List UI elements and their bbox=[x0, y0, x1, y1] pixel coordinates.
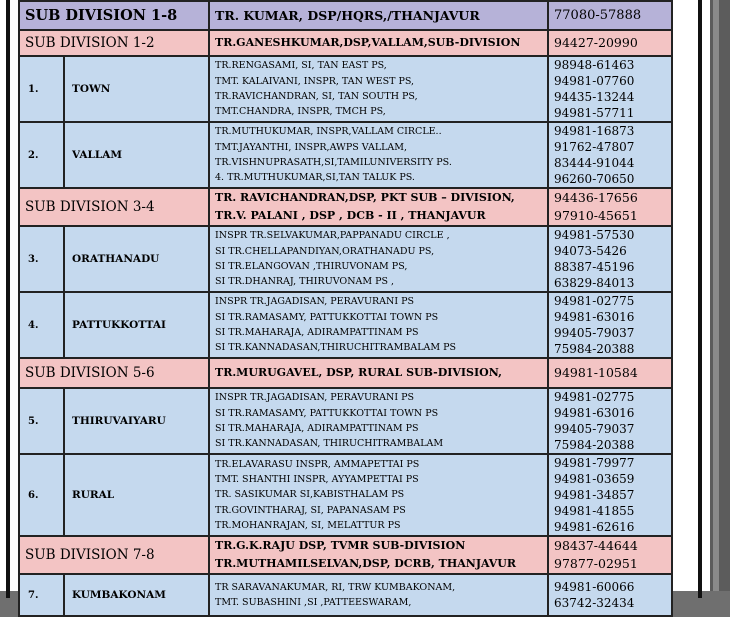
station-personnel bbox=[209, 226, 548, 292]
phone-number: 97877-02951 bbox=[554, 556, 638, 571]
personnel-line: INSPR TR.SELVAKUMAR,PAPPANADU CIRCLE , bbox=[215, 230, 450, 242]
officer-line: TR.MURUGAVEL, DSP, RURAL SUB-DIVISION, bbox=[215, 366, 502, 379]
personnel-line: TR.RENGASAMI, SI, TAN EAST PS, bbox=[215, 60, 387, 72]
phone-number: 63742-32434 bbox=[554, 596, 635, 610]
station-number: 3. bbox=[19, 226, 64, 292]
station-phones bbox=[548, 226, 672, 292]
personnel-line: TMT. SUBASHINI ,SI ,PATTEESWARAM, bbox=[215, 597, 412, 608]
personnel-line: SI TR.RAMASAMY, PATTUKKOTTAI TOWN PS bbox=[215, 407, 439, 419]
phone-number: 94981-57711 bbox=[554, 106, 635, 120]
officer-line: TR.G.K.RAJU DSP, TVMR SUB-DIVISION bbox=[215, 539, 466, 552]
phone-number: 94435-13244 bbox=[554, 90, 635, 104]
phone-number: 94981-62616 bbox=[554, 520, 635, 534]
officer-line: TR.GANESHKUMAR,DSP,VALLAM,SUB-DIVISION bbox=[215, 36, 521, 49]
station-area: ORATHANADU bbox=[64, 226, 209, 292]
subdivision-officers bbox=[209, 358, 548, 388]
phone-number: 94981-79977 bbox=[554, 456, 635, 470]
phone-number: 63829-84013 bbox=[554, 276, 635, 290]
station-personnel bbox=[209, 454, 548, 536]
phone-number: 94981-63016 bbox=[554, 406, 635, 420]
phone-number: 94436-17656 bbox=[554, 190, 638, 205]
station-phones bbox=[548, 388, 672, 454]
phone-number: 94981-07760 bbox=[554, 74, 635, 88]
station-row bbox=[19, 292, 672, 358]
personnel-line: SI TR.ELANGOVAN ,THIRUVONAM PS, bbox=[215, 261, 408, 272]
phone-number: 75984-20388 bbox=[554, 438, 635, 452]
contact-table bbox=[18, 0, 673, 617]
personnel-line: TR.MUTHUKUMAR, INSPR,VALLAM CIRCLE.. bbox=[215, 126, 442, 138]
station-phones bbox=[548, 56, 672, 122]
header-row bbox=[19, 1, 672, 30]
station-personnel bbox=[209, 388, 548, 454]
station-number: 1. bbox=[19, 56, 64, 122]
station-row bbox=[19, 574, 672, 616]
station-area: PATTUKKOTTAI bbox=[64, 292, 209, 358]
station-phones bbox=[548, 454, 672, 536]
officer-line: TR.V. PALANI , DSP , DCB - II , THANJAVUR bbox=[215, 209, 486, 222]
station-row bbox=[19, 122, 672, 188]
phone-number: 98437-44644 bbox=[554, 538, 638, 553]
phone-number: 94981-57530 bbox=[554, 228, 635, 242]
personnel-line: TMT. SHANTHI INSPR, AYYAMPETTAI PS bbox=[215, 474, 419, 486]
station-phones bbox=[548, 292, 672, 358]
station-personnel bbox=[209, 292, 548, 358]
personnel-line: TR.VISHNUPRASATH,SI,TAMILUNIVERSITY PS. bbox=[215, 157, 452, 168]
phone-number: 97910-45651 bbox=[554, 208, 638, 223]
subdivision-row bbox=[19, 536, 672, 574]
station-row bbox=[19, 454, 672, 536]
station-area: TOWN bbox=[64, 56, 209, 122]
personnel-line: TR.RAVICHANDRAN, SI, TAN SOUTH PS, bbox=[215, 91, 418, 102]
phone-number: 94073-5426 bbox=[554, 244, 627, 258]
phone-number: 94981-03659 bbox=[554, 472, 635, 486]
station-personnel bbox=[209, 574, 548, 616]
subdivision-officers bbox=[209, 536, 548, 574]
subdivision-phones bbox=[548, 536, 672, 574]
header-officer: TR. KUMAR, DSP/HQRS,/THANJAVUR bbox=[209, 1, 548, 30]
station-phones bbox=[548, 122, 672, 188]
station-personnel bbox=[209, 122, 548, 188]
subdivision-title: SUB DIVISION 5-6 bbox=[19, 358, 209, 388]
station-row bbox=[19, 56, 672, 122]
phone-number: 99405-79037 bbox=[554, 326, 635, 340]
station-number: 6. bbox=[19, 454, 64, 536]
phone-number: 94981-02775 bbox=[554, 294, 635, 308]
personnel-line: TR. SASIKUMAR SI,KABISTHALAM PS bbox=[215, 489, 405, 501]
phone-number: 99405-79037 bbox=[554, 422, 635, 436]
station-phones bbox=[548, 574, 672, 616]
phone-number: 98948-61463 bbox=[554, 58, 635, 72]
viewer-scrollbar[interactable] bbox=[710, 0, 730, 591]
personnel-line: SI TR.RAMASAMY, PATTUKKOTTAI TOWN PS bbox=[215, 311, 439, 323]
phone-number: 94981-60066 bbox=[554, 580, 635, 594]
phone-number: 96260-70650 bbox=[554, 172, 635, 186]
personnel-line: TMT.CHANDRA, INSPR, TMCH PS, bbox=[215, 106, 386, 118]
phone-number: 91762-47807 bbox=[554, 140, 635, 154]
personnel-line: SI TR.CHELLAPANDIYAN,ORATHANADU PS, bbox=[215, 245, 435, 257]
personnel-line: TMT. KALAIVANI, INSPR, TAN WEST PS, bbox=[215, 75, 415, 87]
personnel-line: TR SARAVANAKUMAR, RI, TRW KUMBAKONAM, bbox=[215, 581, 456, 593]
personnel-line: SI TR.DHANRAJ, THIRUVONAM PS , bbox=[215, 276, 395, 288]
personnel-line: TR.ELAVARASU INSPR, AMMAPETTAI PS bbox=[215, 458, 420, 470]
subdivision-officers bbox=[209, 188, 548, 226]
officer-line: TR. RAVICHANDRAN,DSP, PKT SUB – DIVISION, bbox=[215, 191, 515, 204]
station-personnel bbox=[209, 56, 548, 122]
subdivision-title: SUB DIVISION 7-8 bbox=[19, 536, 209, 574]
scrollbar-track bbox=[713, 0, 719, 591]
subdivision-title: SUB DIVISION 1-2 bbox=[19, 30, 209, 56]
station-number: 4. bbox=[19, 292, 64, 358]
officer-line: TR.MUTHAMILSELVAN,DSP, DCRB, THANJAVUR bbox=[215, 557, 517, 570]
subdivision-row bbox=[19, 188, 672, 226]
station-number: 7. bbox=[19, 574, 64, 616]
station-number: 2. bbox=[19, 122, 64, 188]
phone-number: 83444-91044 bbox=[554, 156, 635, 170]
phone-number: 94981-16873 bbox=[554, 124, 635, 138]
station-area: KUMBAKONAM bbox=[64, 574, 209, 616]
subdivision-row bbox=[19, 358, 672, 388]
personnel-line: SI TR.KANNADASAN,THIRUCHITRAMBALAM PS bbox=[215, 342, 457, 354]
subdivision-phones bbox=[548, 30, 672, 56]
station-number: 5. bbox=[19, 388, 64, 454]
phone-number: 94981-63016 bbox=[554, 310, 635, 324]
station-area: VALLAM bbox=[64, 122, 209, 188]
subdivision-phones bbox=[548, 358, 672, 388]
personnel-line: SI TR.MAHARAJA, ADIRAMPATTINAM PS bbox=[215, 423, 419, 434]
personnel-line: INSPR TR.JAGADISAN, PERAVURANI PS bbox=[215, 296, 414, 308]
personnel-line: TR.MOHANRAJAN, SI, MELATTUR PS bbox=[215, 519, 401, 531]
station-row bbox=[19, 226, 672, 292]
phone-number: 75984-20388 bbox=[554, 342, 635, 356]
header-title: SUB DIVISION 1-8 bbox=[19, 1, 209, 30]
phone-number: 94981-10584 bbox=[554, 365, 638, 380]
personnel-line: SI TR.MAHARAJA, ADIRAMPATTINAM PS bbox=[215, 327, 419, 338]
personnel-line: TMT.JAYANTHI, INSPR,AWPS VALLAM, bbox=[215, 141, 408, 153]
phone-number: 88387-45196 bbox=[554, 260, 635, 274]
station-area: THIRUVAIYARU bbox=[64, 388, 209, 454]
subdivision-title: SUB DIVISION 3-4 bbox=[19, 188, 209, 226]
personnel-line: TR.GOVINTHARAJ, SI, PAPANASAM PS bbox=[215, 504, 406, 516]
subdivision-row bbox=[19, 30, 672, 56]
subdivision-officers bbox=[209, 30, 548, 56]
personnel-line: 4. TR.MUTHUKUMAR,SI,TAN TALUK PS. bbox=[215, 172, 415, 184]
personnel-line: INSPR TR.JAGADISAN, PERAVURANI PS bbox=[215, 392, 414, 404]
phone-number: 94981-02775 bbox=[554, 390, 635, 404]
station-area: RURAL bbox=[64, 454, 209, 536]
subdivision-phones bbox=[548, 188, 672, 226]
phone-number: 94981-41855 bbox=[554, 504, 635, 518]
personnel-line: SI TR.KANNADASAN, THIRUCHITRAMBALAM bbox=[215, 438, 444, 450]
phone-number: 94427-20990 bbox=[554, 35, 638, 50]
station-row bbox=[19, 388, 672, 454]
header-phone: 77080-57888 bbox=[548, 1, 672, 30]
phone-number: 94981-34857 bbox=[554, 488, 635, 502]
